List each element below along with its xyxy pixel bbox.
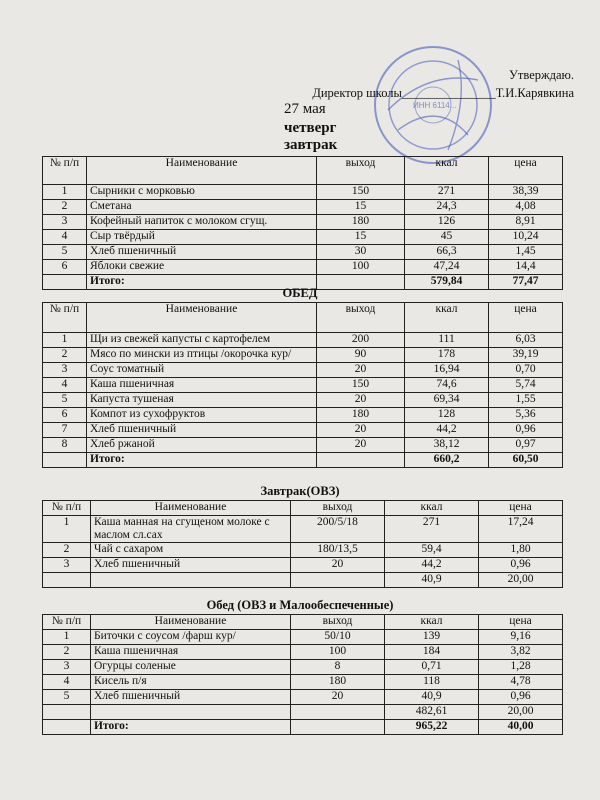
row-price: 4,08 [489,200,563,215]
row-price: 9,16 [479,630,563,645]
table-row [43,408,563,423]
total-yield-empty [291,573,385,588]
row-number: 4 [43,230,87,245]
row-name: Капуста тушеная [87,393,317,408]
col-number: № п/п [43,303,87,333]
row-yield: 20 [317,363,405,378]
col-price: цена [479,615,563,630]
lunch-table [42,302,563,468]
table-row [43,348,563,363]
total-spacer [43,720,91,735]
total-price: 77,47 [489,275,563,290]
total-label: Итого: [91,720,291,735]
row-number: 6 [43,260,87,275]
row-price: 0,96 [479,690,563,705]
row-number: 2 [43,645,91,660]
row-yield: 20 [291,690,385,705]
row-kcal: 16,94 [405,363,489,378]
row-yield: 200 [317,333,405,348]
row-number: 5 [43,690,91,705]
table-row [43,363,563,378]
col-yield: выход [291,615,385,630]
col-number: № п/п [43,501,91,516]
row-kcal: 44,2 [405,423,489,438]
table-row [43,645,563,660]
col-price: цена [489,157,563,185]
row-name: Огурцы соленые [91,660,291,675]
row-number: 1 [43,630,91,645]
row-number: 4 [43,675,91,690]
row-yield: 20 [317,393,405,408]
row-price: 6,03 [489,333,563,348]
row-number: 2 [43,543,91,558]
total-row [43,453,563,468]
stamp-text: ИНН 6114... [413,101,457,110]
row-kcal: 59,4 [385,543,479,558]
total-yield-empty [291,720,385,735]
row-number: 3 [43,363,87,378]
table-row [43,558,563,573]
row-name: Хлеб пшеничный [87,245,317,260]
row-yield: 100 [317,260,405,275]
row-number: 1 [43,333,87,348]
row-name: Компот из сухофруктов [87,408,317,423]
table-row [43,245,563,260]
row-name: Сметана [87,200,317,215]
table-header-row [43,157,563,185]
row-price: 38,39 [489,185,563,200]
row-price: 0,96 [479,558,563,573]
row-yield: 180 [291,675,385,690]
row-yield: 8 [291,660,385,675]
row-kcal: 40,9 [385,690,479,705]
row-price: 5,36 [489,408,563,423]
col-price: цена [479,501,563,516]
row-number: 6 [43,408,87,423]
row-name: Хлеб пшеничный [87,423,317,438]
table-row [43,333,563,348]
row-name: Биточки с соусом /фарш кур/ [91,630,291,645]
row-kcal: 271 [385,516,479,543]
table-row [43,438,563,453]
total-row [43,720,563,735]
school-stamp [368,40,498,170]
director-label: Директор школы [312,86,402,100]
row-kcal: 184 [385,645,479,660]
row-kcal: 271 [405,185,489,200]
row-price: 1,45 [489,245,563,260]
table-row [43,423,563,438]
menu-meal-title: завтрак [284,137,338,153]
row-yield: 150 [317,378,405,393]
row-number: 3 [43,215,87,230]
table-row [43,660,563,675]
row-name: Чай с сахаром [91,543,291,558]
lunch-ovz-title: Обед (ОВЗ и Малообеспеченные) [206,598,394,612]
lunch-ovz-table [42,614,563,735]
col-yield: выход [291,501,385,516]
total-price: 40,00 [479,720,563,735]
approve-label: Утверждаю. [509,68,574,82]
row-name: Хлеб пшеничный [91,558,291,573]
col-yield: выход [317,303,405,333]
row-price: 14,4 [489,260,563,275]
row-price: 17,24 [479,516,563,543]
row-number: 3 [43,558,91,573]
total-kcal: 965,22 [385,720,479,735]
row-price: 1,55 [489,393,563,408]
menu-date: 27 мая [284,101,326,117]
lunch-title: ОБЕД [282,286,318,300]
subtotal-row [43,705,563,720]
col-kcal: ккал [385,615,479,630]
menu-weekday: четверг [284,120,337,136]
subtotal-row [43,573,563,588]
row-number: 8 [43,438,87,453]
total-label [91,573,291,588]
row-number: 1 [43,516,91,543]
total-kcal: 660,2 [405,453,489,468]
breakfast-table [42,156,563,290]
row-kcal: 139 [385,630,479,645]
total-label: Итого: [87,453,317,468]
row-yield: 150 [317,185,405,200]
row-number: 7 [43,423,87,438]
row-kcal: 178 [405,348,489,363]
table-row [43,185,563,200]
breakfast-ovz-title [0,484,600,499]
col-kcal: ккал [385,501,479,516]
row-price: 1,80 [479,543,563,558]
signature-line: _______________ [401,86,496,100]
row-number: 1 [43,185,87,200]
row-price: 4,78 [479,675,563,690]
col-number: № п/п [43,615,91,630]
table-header-row [43,303,563,333]
table-row [43,690,563,705]
table-row [43,200,563,215]
col-kcal: ккал [405,303,489,333]
row-price: 0,97 [489,438,563,453]
col-name: Наименование [87,157,317,185]
row-number: 5 [43,393,87,408]
row-name: Яблоки свежие [87,260,317,275]
row-yield: 20 [317,423,405,438]
row-kcal: 74,6 [405,378,489,393]
row-price: 10,24 [489,230,563,245]
director-line [312,84,574,102]
row-price: 3,82 [479,645,563,660]
row-number: 3 [43,660,91,675]
row-kcal: 118 [385,675,479,690]
table-row [43,543,563,558]
row-name: Каша пшеничная [87,378,317,393]
col-name: Наименование [87,303,317,333]
row-kcal: 44,2 [385,558,479,573]
total-price: 60,50 [489,453,563,468]
total-yield-empty [317,453,405,468]
table-row [43,393,563,408]
row-name: Мясо по мински из птицы /окорочка кур/ [87,348,317,363]
breakfast-ovz-title-text: Завтрак(ОВЗ) [260,484,340,498]
approval-block [312,66,574,102]
row-price: 0,70 [489,363,563,378]
row-price: 8,91 [489,215,563,230]
row-name: Кофейный напиток с молоком сгущ. [87,215,317,230]
row-kcal: 111 [405,333,489,348]
row-yield: 180 [317,408,405,423]
row-price: 39,19 [489,348,563,363]
table-row [43,516,563,543]
col-kcal: ккал [405,157,489,185]
row-kcal: 66,3 [405,245,489,260]
table-row [43,675,563,690]
row-kcal: 47,24 [405,260,489,275]
total-yield-empty [291,705,385,720]
total-spacer [43,453,87,468]
row-kcal: 69,34 [405,393,489,408]
total-kcal: 579,84 [405,275,489,290]
row-number: 2 [43,348,87,363]
row-name: Хлеб ржаной [87,438,317,453]
row-price: 0,96 [489,423,563,438]
director-name: Т.И.Карявкина [495,86,574,100]
row-yield: 100 [291,645,385,660]
table-header-row [43,501,563,516]
row-yield: 90 [317,348,405,363]
total-kcal: 482,61 [385,705,479,720]
row-yield: 50/10 [291,630,385,645]
row-yield: 180/13,5 [291,543,385,558]
table-row [43,630,563,645]
row-yield: 15 [317,230,405,245]
col-yield: выход [317,157,405,185]
row-kcal: 126 [405,215,489,230]
total-label [91,705,291,720]
row-yield: 20 [291,558,385,573]
table-row [43,230,563,245]
total-spacer [43,705,91,720]
row-price: 1,28 [479,660,563,675]
row-number: 5 [43,245,87,260]
col-price: цена [489,303,563,333]
row-name: Каша пшеничная [91,645,291,660]
table-row [43,260,563,275]
row-kcal: 38,12 [405,438,489,453]
total-label: Итого: [87,275,317,290]
row-name: Сырники с морковью [87,185,317,200]
row-name: Щи из свежей капусты с картофелем [87,333,317,348]
total-kcal: 40,9 [385,573,479,588]
total-price: 20,00 [479,573,563,588]
row-price: 5,74 [489,378,563,393]
row-name: Сыр твёрдый [87,230,317,245]
row-yield: 15 [317,200,405,215]
col-number: № п/п [43,157,87,185]
row-yield: 20 [317,438,405,453]
row-number: 4 [43,378,87,393]
row-number: 2 [43,200,87,215]
total-spacer [43,573,91,588]
row-kcal: 0,71 [385,660,479,675]
table-header-row [43,615,563,630]
total-price: 20,00 [479,705,563,720]
row-yield: 180 [317,215,405,230]
row-name: Соус томатный [87,363,317,378]
row-yield: 30 [317,245,405,260]
breakfast-ovz-table [42,500,563,588]
row-name: Хлеб пшеничный [91,690,291,705]
row-yield: 200/5/18 [291,516,385,543]
row-name: Каша манная на сгущеном молоке с маслом сл.сах [91,516,291,543]
table-row [43,378,563,393]
row-name: Кисель п/я [91,675,291,690]
table-row [43,215,563,230]
row-kcal: 24,3 [405,200,489,215]
row-kcal: 45 [405,230,489,245]
col-name: Наименование [91,615,291,630]
col-name: Наименование [91,501,291,516]
row-kcal: 128 [405,408,489,423]
